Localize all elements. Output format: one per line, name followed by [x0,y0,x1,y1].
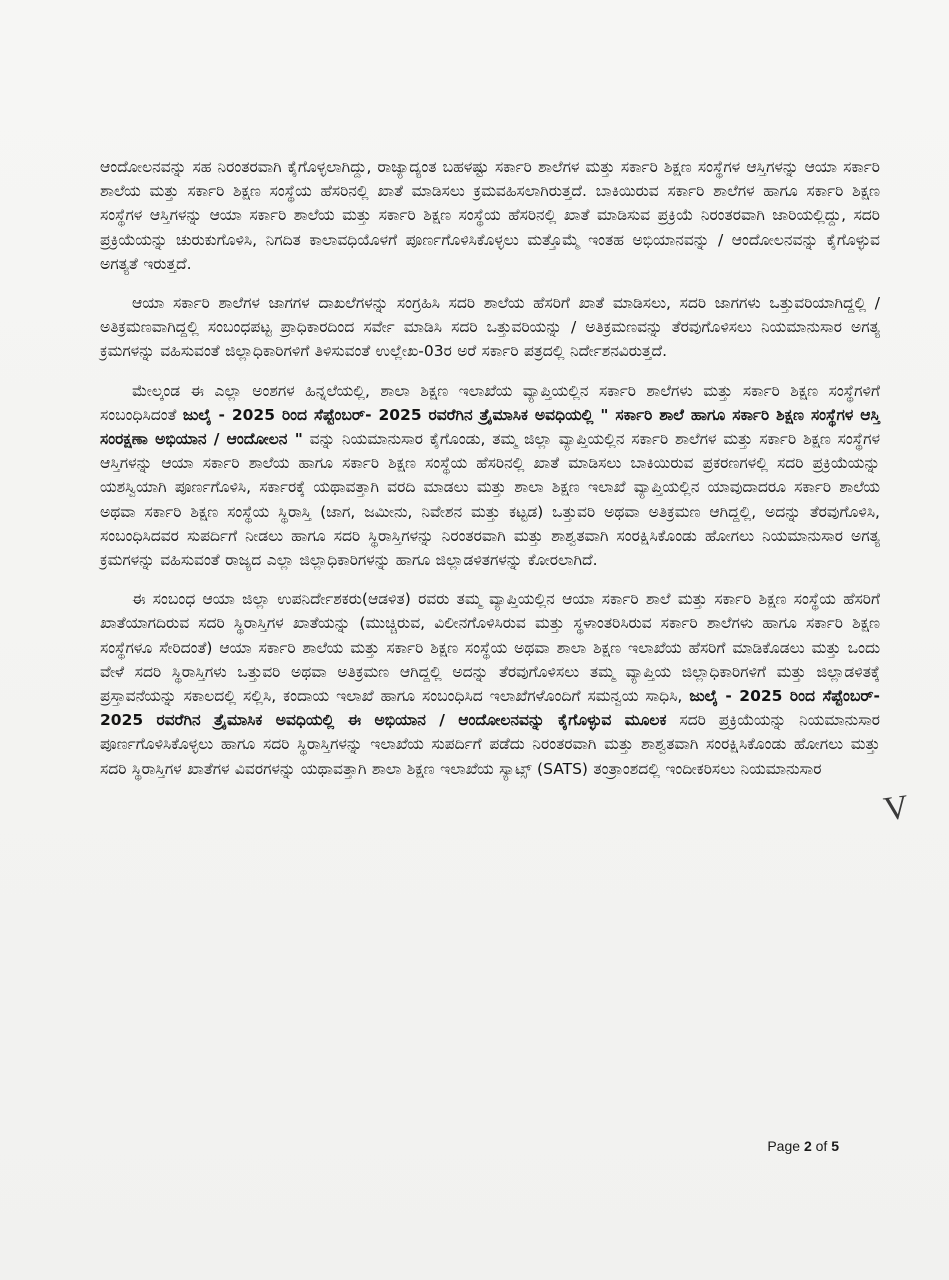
handwritten-tick-mark: V [881,788,911,829]
paragraph-4-text-b: ಸದರಿ ಪ್ರಕ್ರಿಯೆಯನ್ನು ನಿಯಮಾನುಸಾರ ಪೂರ್ಣಗೊಳಿಸಿಕೊಳ್ಳಲು ಹಾಗೂ ಸದರಿ ಸ್ಥಿರಾಸ್ತಿಗಳನ್ನು ಇಲಾಖೆಯ ಸುಪರ್ದಿಗೆ ಪಡೆದು ನಿರಂತರವಾಗಿ ಮತ್ತು ಶಾಶ್ವತವಾಗಿ ಸಂರಕ್ಷಿಸಿಕೊಂಡು ಹೋಗಲು ಮತ್ತು ಸದರಿ ಸ್ಥಿರಾಸ್ತಿಗಳ ಖಾತೆಗಳ ವಿವರಗಳನ್ನು ಯಥಾವತ್ತಾಗಿ ಶಾಲಾ ಶಿಕ್ಷಣ ಇಲಾಖೆಯ ಸ್ಯಾಟ್ಸ್ (SATS) ತಂತ್ರಾಂಶದಲ್ಲಿ ಇಂದೀಕರಿಸಲು ನಿಯಮಾನುಸಾರ [100,711,880,778]
paragraph-3-text-a: ಮೇಲ್ಕಂಡ ಈ ಎಲ್ಲಾ ಅಂಶಗಳ ಹಿನ್ನಲೆಯಲ್ಲಿ, ಶಾಲಾ ಶಿಕ್ಷಣ ಇಲಾಖೆಯ ವ್ಯಾಪ್ತಿಯಲ್ಲಿನ ಸರ್ಕಾರಿ ಶಾಲೆಗಳು ಮತ್ತು ಸರ್ಕಾರಿ ಶಿಕ್ಷಣ ಸಂಸ್ಥೆಗಳಿಗೆ ಸಂಬಂಧಿಸಿದಂತೆ [100,381,880,424]
paragraph-4-bold-campaign: ಜುಲೈ - 2025 ರಿಂದ ಸೆಪ್ಟೆಂಬರ್- 2025 ರವರೆಗಿನ ತ್ರೈಮಾಸಿಕ ಅವಧಿಯಲ್ಲಿ ಈ ಅಭಿಯಾನ / ಆಂದೋಲನವನ್ನು ಕೈಗೊಳ್ಳುವ ಮೂಲಕ [100,687,880,730]
page-number [767,1138,839,1154]
paragraph-2-text: ಆಯಾ ಸರ್ಕಾರಿ ಶಾಲೆಗಳ ಜಾಗಗಳ ದಾಖಲೆಗಳನ್ನು ಸಂಗ್ರಹಿಸಿ ಸದರಿ ಶಾಲೆಯ ಹೆಸರಿಗೆ ಖಾತೆ ಮಾಡಿಸಲು, ಸದರಿ ಜಾಗಗಳು ಒತ್ತುವರಿಯಾಗಿದ್ದಲ್ಲಿ / ಅತಿಕ್ರಮಣವಾಗಿದ್ದಲ್ಲಿ ಸಂಬಂಧಪಟ್ಟ ಪ್ರಾಧಿಕಾರದಿಂದ ಸರ್ವೇ ಮಾಡಿಸಿ ಸದರಿ ಒತ್ತುವರಿಯನ್ನು / ಅತಿಕ್ರಮಣವನ್ನು ತೆರವುಗೊಳಿಸಲು ನಿಯಮಾನುಸಾರ ಅಗತ್ಯ ಕ್ರಮಗಳನ್ನು ವಹಿಸುವಂತೆ ಜಿಲ್ಲಾಧಿಕಾರಿಗಳಿಗೆ ತಿಳಿಸುವಂತೆ ಉಲ್ಲೇಖ-03ರ ಅರೆ ಸರ್ಕಾರಿ ಪತ್ರದಲ್ಲಿ ನಿರ್ದೇಶನವಿರುತ್ತದೆ. [100,294,880,361]
total-pages-number: 5 [831,1138,839,1154]
paragraph-4 [100,587,880,781]
page-word: Page [767,1138,801,1154]
paragraph-1 [100,155,880,276]
paragraph-4-text-a: ಈ ಸಂಬಂಧ ಆಯಾ ಜಿಲ್ಲಾ ಉಪನಿರ್ದೇಶಕರು(ಆಡಳಿತ) ರವರು ತಮ್ಮ ವ್ಯಾಪ್ತಿಯಲ್ಲಿನ ಆಯಾ ಸರ್ಕಾರಿ ಶಾಲೆ ಮತ್ತು ಸರ್ಕಾರಿ ಶಿಕ್ಷಣ ಸಂಸ್ಥೆಯ ಹೆಸರಿಗೆ ಖಾತೆಯಾಗದಿರುವ ಸದರಿ ಸ್ಥಿರಾಸ್ತಿಗಳ ಖಾತೆಯನ್ನು (ಮುಚ್ಚಿರುವ, ವಿಲೀನಗೊಳಿಸಿರುವ ಮತ್ತು ಸ್ಥಳಾಂತರಿಸಿರುವ ಸರ್ಕಾರಿ ಶಾಲೆಗಳು ಹಾಗೂ ಸರ್ಕಾರಿ ಶಿಕ್ಷಣ ಸಂಸ್ಥೆಗಳೂ ಸೇರಿದಂತೆ) ಆಯಾ ಸರ್ಕಾರಿ ಶಾಲೆಯ ಮತ್ತು ಸರ್ಕಾರಿ ಶಿಕ್ಷಣ ಸಂಸ್ಥೆಯ ಅಥವಾ ಶಾಲಾ ಶಿಕ್ಷಣ ಇಲಾಖೆಯ ಹೆಸರಿಗೆ ಮಾಡಿಕೊಡಲು ಮತ್ತು ಒಂದು ವೇಳೆ ಸದರಿ ಸ್ಥಿರಾಸ್ತಿಗಳು ಒತ್ತುವರಿ ಅಥವಾ ಅತಿಕ್ರಮಣ ಆಗಿದ್ದಲ್ಲಿ ಅದನ್ನು ತೆರವುಗೊಳಿಸಲು ತಮ್ಮ ವ್ಯಾಪ್ತಿಯ ಜಿಲ್ಲಾಧಿಕಾರಿಗಳಿಗೆ ಮತ್ತು ಜಿಲ್ಲಾಡಳಿತಕ್ಕೆ ಪ್ರಸ್ತಾವನೆಯನ್ನು ಸಕಾಲದಲ್ಲಿ ಸಲ್ಲಿಸಿ, ಕಂದಾಯ ಇಲಾಖೆ ಹಾಗೂ ಸಂಬಂಧಿಸಿದ ಇಲಾಖೆಗಳೊಂದಿಗೆ ಸಮನ್ವಯ ಸಾಧಿಸಿ, [100,590,880,706]
current-page-number: 2 [803,1138,812,1154]
paragraph-1-text: ಆಂದೋಲನವನ್ನು ಸಹ ನಿರಂತರವಾಗಿ ಕೈಗೊಳ್ಳಲಾಗಿದ್ದು, ರಾಜ್ಯಾದ್ಯಂತ ಬಹಳಷ್ಟು ಸರ್ಕಾರಿ ಶಾಲೆಗಳ ಮತ್ತು ಸರ್ಕಾರಿ ಶಿಕ್ಷಣ ಸಂಸ್ಥೆಗಳ ಆಸ್ತಿಗಳನ್ನು ಆಯಾ ಸರ್ಕಾರಿ ಶಾಲೆಯ ಮತ್ತು ಸರ್ಕಾರಿ ಶಿಕ್ಷಣ ಸಂಸ್ಥೆಯ ಹೆಸರಿನಲ್ಲಿ ಖಾತೆ ಮಾಡಿಸಲು ಕ್ರಮವಹಿಸಲಾಗಿರುತ್ತದೆ. ಬಾಕಿಯಿರುವ ಸರ್ಕಾರಿ ಶಾಲೆಗಳ ಹಾಗೂ ಸರ್ಕಾರಿ ಶಿಕ್ಷಣ ಸಂಸ್ಥೆಗಳ ಆಸ್ತಿಗಳನ್ನು ಆಯಾ ಸರ್ಕಾರಿ ಶಾಲೆಯ ಮತ್ತು ಸರ್ಕಾರಿ ಶಿಕ್ಷಣ ಸಂಸ್ಥೆಯ ಹೆಸರಿನಲ್ಲಿ ಖಾತೆ ಮಾಡಿಸುವ ಪ್ರಕ್ರಿಯೆ ನಿರಂತರವಾಗಿ ಜಾರಿಯಲ್ಲಿದ್ದು, ಸದರಿ ಪ್ರಕ್ರಿಯೆಯನ್ನು ಚುರುಕುಗೊಳಿಸಿ, ನಿಗದಿತ ಕಾಲಾವಧಿಯೊಳಗೆ ಪೂರ್ಣಗೊಳಿಸಿಕೊಳ್ಳಲು ಮತ್ತೊಮ್ಮೆ ಇಂತಹ ಅಭಿಯಾನವನ್ನು / ಆಂದೋಲನವನ್ನು ಕೈಗೊಳ್ಳುವ ಅಗತ್ಯತೆ ಇರುತ್ತದೆ. [100,158,880,273]
paragraph-3-text-b: ವನ್ನು ನಿಯಮಾನುಸಾರ ಕೈಗೊಂಡು, ತಮ್ಮ ಜಿಲ್ಲಾ ವ್ಯಾಪ್ತಿಯಲ್ಲಿನ ಸರ್ಕಾರಿ ಶಾಲೆಗಳ ಮತ್ತು ಸರ್ಕಾರಿ ಶಿಕ್ಷಣ ಸಂಸ್ಥೆಗಳ ಆಸ್ತಿಗಳನ್ನು ಆಯಾ ಸರ್ಕಾರಿ ಶಾಲೆಯ ಹಾಗೂ ಸರ್ಕಾರಿ ಶಿಕ್ಷಣ ಸಂಸ್ಥೆಯ ಹೆಸರಿನಲ್ಲಿ ಖಾತೆ ಮಾಡಿಸಲು ಬಾಕಿಯಿರುವ ಪ್ರಕರಣಗಳಲ್ಲಿ ಸದರಿ ಪ್ರಕ್ರಿಯೆಯನ್ನು ಯಶಸ್ವಿಯಾಗಿ ಪೂರ್ಣಗೊಳಿಸಿ, ಸರ್ಕಾರಕ್ಕೆ ಯಥಾವತ್ತಾಗಿ ವರದಿ ಮಾಡಲು ಮತ್ತು ಶಾಲಾ ಶಿಕ್ಷಣ ಇಲಾಖೆ ವ್ಯಾಪ್ತಿಯಲ್ಲಿನ ಯಾವುದಾದರೂ ಸರ್ಕಾರಿ ಶಾಲೆಯ ಅಥವಾ ಸರ್ಕಾರಿ ಶಿಕ್ಷಣ ಸಂಸ್ಥೆಯ ಸ್ಥಿರಾಸ್ತಿ (ಜಾಗ, ಜಮೀನು, ನಿವೇಶನ ಮತ್ತು ಕಟ್ಟಡ) ಒತ್ತುವರಿ ಅಥವಾ ಅತಿಕ್ರಮಣ ಆಗಿದ್ದಲ್ಲಿ, ಅದನ್ನು ತೆರವುಗೊಳಿಸಿ, ಸಂಬಂಧಿಸಿದವರ ಸುಪರ್ದಿಗೆ ನೀಡಲು ಹಾಗೂ ಸದರಿ ಸ್ಥಿರಾಸ್ತಿಗಳನ್ನು ನಿರಂತರವಾಗಿ ಮತ್ತು ಶಾಶ್ವತವಾಗಿ ಸಂರಕ್ಷಿಸಿಕೊಂಡು ಹೋಗಲು ನಿಯಮಾನುಸಾರ ಅಗತ್ಯ ಕ್ರಮಗಳನ್ನು ವಹಿಸುವಂತೆ ರಾಜ್ಯದ ಎಲ್ಲಾ ಜಿಲ್ಲಾಧಿಕಾರಿಗಳನ್ನು ಹಾಗೂ ಜಿಲ್ಲಾಡಳಿತಗಳನ್ನು ಕೋರಲಾಗಿದೆ. [100,430,880,570]
paragraph-2 [100,291,880,364]
of-word: of [815,1138,828,1154]
document-body [100,155,880,796]
paragraph-3 [100,379,880,573]
paragraph-3-bold-campaign: ಜುಲೈ - 2025 ರಿಂದ ಸೆಪ್ಟೆಂಬರ್- 2025 ರವರೆಗಿನ ತ್ರೈಮಾಸಿಕ ಅವಧಿಯಲ್ಲಿ " ಸರ್ಕಾರಿ ಶಾಲೆ ಹಾಗೂ ಸರ್ಕಾರಿ ಶಿಕ್ಷಣ ಸಂಸ್ಥೆಗಳ ಆಸ್ತಿ ಸಂರಕ್ಷಣಾ ಅಭಿಯಾನ / ಆಂದೋಲನ " [100,405,880,449]
